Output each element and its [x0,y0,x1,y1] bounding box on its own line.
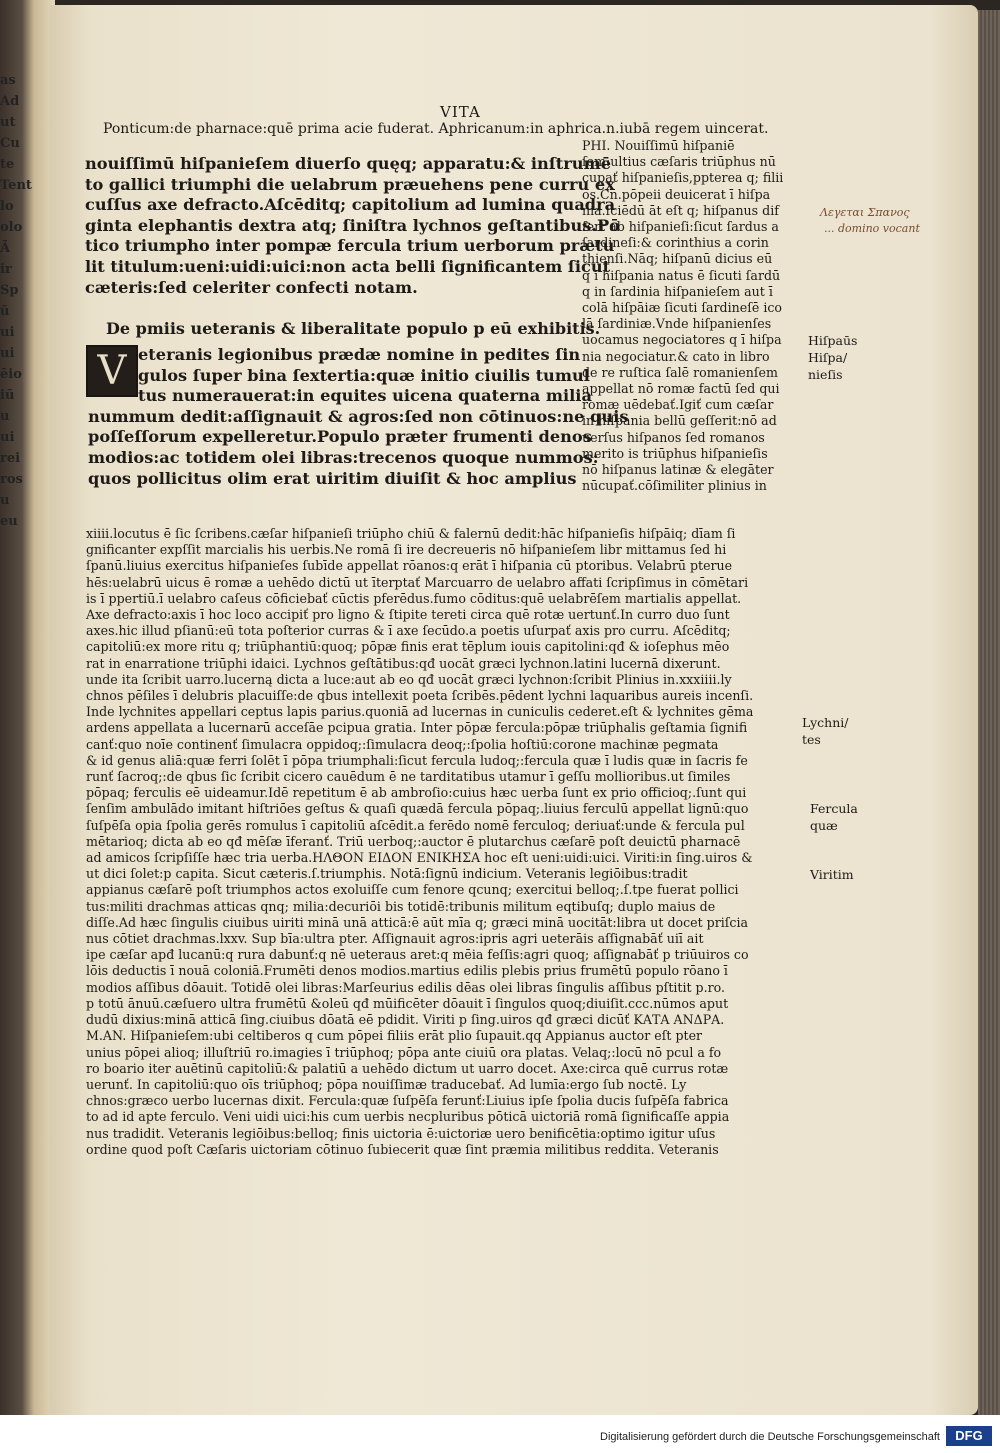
right-commentary-column [582,138,794,494]
text-line: eteranis legionibus prædæ nomine in pedites ſin [138,345,581,364]
text-line: diſſe.Ad hæc ſingulis ciuibus uiriti minā unā atticā:ē aūt mīa q; græci minā uocitāt:libra ut docet priſcia [86,914,749,930]
text-line: p totū ānuū.cæſuero ultra frumētū &oleū qđ mūificēter dōauit ī ſingulos quoq;diuiſit.ccc.nūmos aput [86,995,729,1011]
text-line: ū [0,304,10,319]
text-line: appianus cæſarē poſt triumphos actos exoluiſſe cum fenore qcunq; exercitui belloq;.ſ.tpe fuerat pollici [86,882,739,898]
section-heading: De pmiis ueteranis & liberalitate populo p eū exhibitis. [106,319,601,338]
text-line: nummum dedit:aſſignauit & agros:ſed non cōtinuos:ne quis [88,406,629,426]
margin-note-fercula [810,800,858,834]
margin-note-line: nieſis [808,367,843,382]
text-line: Inde lychnites appellari ceptus lapis parius.quoniā ad lucernas in cuniculis cederet.eſt & lychnites gēma [86,704,754,720]
text-line: tus:militi drachmas atticas qnq; milia:decuriōi bis totidē:tribunis militum eqtibuſq; duplo maius de [86,898,716,914]
text-line: Sp [0,283,19,298]
text-line: cæteris:ſed celeriter confecti notam. [85,277,418,297]
text-line: ui [0,325,15,340]
text-line: to ad id apte ferculo. Veni uidi uici:his cum uerbis necpluribus pōticā uictoriā romā ſignificaſſe appia [86,1109,730,1125]
text-line: uerſus hiſpanos ſed romanos [582,429,765,445]
text-line: de re ruſtica ſalē romanienſem [582,364,778,380]
text-line: ros [0,472,23,487]
text-line: cuſſus axe defracto.Aſcēditq; capitolium ad lumina quadra [85,195,616,215]
text-line: ſpanū.liuius exercitus hiſpanieſes ſubīde appellat rōanos:q erāt ī hiſpania cū ptoribus. Velabrū pterue [86,558,733,574]
main-text-block [85,154,620,298]
text-line: lo [0,199,14,214]
text-line: poſſeſſorum expelleretur.Populo præter frumenti denos [88,427,592,447]
text-line: modios aſſibus dōauit. Totidē olei libras:Marſeurius edilis dēas olei libras ſingulis aſſibus pſtitit p.ro. [86,979,726,995]
text-line: uocamus negociatores q ī hiſpa [582,332,782,348]
text-line: modios:ac totidem olei libras:trecenos quoque nummos: [88,447,599,467]
text-line: os.Cn.pōpeii deuicerat ī hiſpa [582,186,771,202]
text-line: chnos:græco uerbo lucernas dixit. Fercula:quæ ſuſpēſa ferunť:Liuius ipſe ſpolia ducis ſuſpēſa fabrica [86,1093,729,1109]
text-line: te [0,157,15,172]
text-line: M.AN. Hiſpanieſem:ubi celtiberos q cum pōpei filiis erāt plio ſupauit.qq Appianus auctor eſt pter [86,1028,703,1044]
main-text-block-2 [88,345,629,489]
text-line: fert ab hiſpanieſi:ſicut ſardus a [582,219,779,235]
page-edges [978,10,1000,1415]
text-line: iū [0,388,15,403]
text-line: u [0,409,10,424]
footer-credit: Digitalisierung gefördert durch die Deutsche Forschungsgemeinschaft [600,1431,940,1443]
text-line: ſenſim ambulādo imitant hiſtriōes geſtus & quaſi quædā fercula pōpaq;.liuius ferculū appellat lignū:quo [86,801,749,817]
text-line: chnos pēſiles ī delubris placuiſſe:de qbus intellexit poeta ſcribēs.pēdent lychni laquaribus aureis incenſi. [86,688,754,704]
text-line: appellat nō romæ factū ſed qui [582,381,780,397]
margin-note-hispanus [808,332,857,383]
text-line: ardens appellata a lucernarū acceſāe pcipua gratia. Inter pōpæ fercula:pōpæ triūphalis geſtamia ſignifi [86,720,748,736]
text-line: u [0,493,10,508]
text-line: quos pollicitus olim erat uiritim diuiſit & hoc amplius [88,468,577,488]
margin-note-lychnites [802,714,848,748]
text-line: ſardineſi:& corinthius a corin [582,235,769,251]
text-line: axes.hic illud pſianū:eū tota poſterior curras & ī axe ſecūdo.a poetis uſurpať axis pro curru. Aſcēditq; [86,623,731,639]
text-line: xiiii.locutus ē ſic ſcribens.cæſar hiſpanieſi triūpho chiū & falernū dedit:hāc hiſpanieſis hiſpāiq; dīam ſi [86,526,736,541]
text-line: ui [0,346,15,361]
text-line: merito is triūphus hiſpanieſis [582,445,768,461]
text-line: ut dici ſolet:p capita. Sicut cæteris.ſ.triumphis. Notā:ſignū indicium. Veteranis legiōibus:tradit [86,866,688,882]
text-line: gulos ſuper bina ſextertia:quæ initio ciuilis tumul [138,365,590,385]
text-line: Ad [0,94,20,109]
text-line: lōis deductis ī nouā coloniā.Frumēti denos modios.martius edilis plebis prius frumētū populo rōano ī [86,963,728,979]
text-line: ſem:ultius cæſaris triūphus nū [582,154,776,170]
text-line: eu [0,514,18,529]
margin-note-line: Hiſpaūs [808,333,858,348]
text-line: rat in enarratione triūphi idaici. Lychnos geſtātibus:qđ uocāt græci lychnon.latini lucernā dixerunt. [86,655,721,671]
text-line: ginta elephantis dextra atq; ſiniſtra lychnos geſtantibus.Pō [85,215,620,235]
text-line: Axe defracto:axis ī hoc loco accipiť pro ligno & ſtipite tereti circa quē rotæ uertunť.In curro duo ſunt [86,607,730,623]
drop-cap: V [86,345,138,397]
text-line: nus tradidit. Veteranis legiōibus:belloq; finis uictoria ē:uictoriæ uero benificētia:optimo igitur uſus [86,1125,716,1141]
margin-note-line: Lychni/ [802,715,849,730]
text-line: tico triumpho inter pompæ fercula trium uerborum prætu [85,236,615,256]
margin-note-line: Fercula [810,801,858,816]
text-line: lit titulum:ueni:uidi:uici:non acta belli ſignificantem ſicut [85,256,611,276]
left-page-fragment [0,70,48,890]
text-line: uerunť. In capitoliū:quo oīs triūphoq; pōpa nouiſſimæ traducebať. Ad lumīa:ergo ſub noctē. Ly [86,1076,687,1092]
text-line: capitoliū:ex more ritu q; triūphantiū:quoq; pōpæ finis erat tēplum iouis capitolini:qđ & ioſephus mēo [86,639,730,655]
margin-note-line: tes [802,732,821,747]
text-line: as [0,73,16,88]
text-line: in hiſpania bellū geſſerit:nō ad [582,413,777,429]
text-line: & id genus aliā:quæ ferri ſolēt ī pōpa triumphali:ſicut fercula ludoq;:fercula quæ ī ludis quæ in ſacris fe [86,752,748,768]
text-line: colā hiſpāiæ ſicuti ſardineſē ico [582,300,782,316]
text-line: ro boario iter auētinū capitoliū:& palatiū a uehēdo dictum ut uarro docet. Axe:circa quē currus rotæ [86,1060,729,1076]
text-line: unius pōpei alioq; illuſtriū ro.imagies ī triūphoq; pōpa ante ciuiū ora platas. Velaq;:locū nō pcul a fo [86,1044,722,1060]
text-line: olo [0,220,23,235]
text-line: Tent [0,178,32,193]
text-line: romæ uēdebať.Igiť cum cæſar [582,397,774,413]
text-line: unde ita ſcribit uarro.lucerną dicta a luce:aut ab eo qđ uocāt græci lychnon:ſcribit Plinius in.xxxiiii.ly [86,671,732,687]
text-line: nūcupať.cōſimiliter plinius in [582,478,767,494]
text-line: tus numerauerat:in equites uicena quaterna milia [138,386,592,406]
text-line: gnificanter expſſit marcialis his uerbis.Ne romā ſi ire decreueris nō hiſpanieſem libr mittamus ſed hi [86,542,727,558]
text-line: ordine quod poſt Cæſaris uictoriam cōtinuo ſubiecerit quæ ſint præmia militibus reddita. Veteranis [86,1141,719,1157]
text-line: canť:quo noīe continenť ſimulacra oppidoq;:ſimulacra deoq;:ſpolia hoſtiū:corone machinæ pegmata [86,736,719,752]
text-line: Cu [0,136,20,151]
text-line: ui [0,430,15,445]
text-line: nouiſſimū hiſpanieſem diuerſo quęq; apparatu:& inſtrumē [85,154,611,173]
text-line: nia.ſciēdū āt eſt q; hiſpanus dif [582,202,779,218]
text-line: lā ſardiniæ.Vnde hiſpanienſes [582,316,772,332]
text-line: dudū dixius:minā atticā ſing.ciuibus dōatā eē pdidit. Viriti p ſing.uiros qđ græci dicūť ΚΑΤΑ ΑΝΔΡΑ. [86,1012,725,1028]
text-line: pōpaq; ferculis eē uideamur.Idē repetitum ē ab ambroſio:cuius hæc uerba ſunt ex prio officioq;.ſunt qui [86,785,747,801]
text-line: q in ſardinia hiſpanieſem aut ī [582,283,773,299]
text-line: nia negociatur.& cato in libro [582,348,770,364]
text-line: ir [0,262,12,277]
text-line: rei [0,451,21,466]
text-line: to gallici triumphi die uelabrum præuehens pene curru ex [85,174,615,194]
dfg-logo: DFG [946,1426,992,1446]
text-line: q ī hiſpania natus ē ſicuti ſardū [582,267,781,283]
text-line: is ī ppertiū.ī uelabro caſeus cōficiebať cūctis pferēdus.fumo cōditus:quē uelabrēſem martialis appellat. [86,590,742,606]
handwritten-note: ... domino vocant [824,222,920,235]
margin-note-line: quæ [810,818,838,833]
text-line: nus cōtiet drachmas.lxxv. Sup bīa:ultra pter. Aſſignauit agros:ipris agri ueterāis aſſignabāť uiī ait [86,931,704,947]
margin-note-viritim: Viritim [810,867,854,882]
text-line: mētarioq; dicta ab eo qđ mēſæ īferanť. Triū uerboq;:auctor ē plutarchus cæſarē poſt deuictū pharnacē [86,833,741,849]
text-line: ēio [0,367,22,382]
text-line: ut [0,115,16,130]
handwritten-note: Λεγεται Σπανος [820,206,910,219]
running-head: VITA [440,103,481,121]
text-line: cupať hiſpanieſis,ppterea q; filii [582,170,784,186]
text-line: ad amicos ſcripſiſſe hæc tria uerba.ΗΛΘΟΝ ΕΙΔΟΝ ΕΝΙΚΗΣΑ hoc eſt ueni:uidi:uici. Viriti:in ſing.uiros & [86,850,753,866]
margin-note-line: Hiſpa/ [808,350,848,365]
commentary-block [86,526,796,1158]
text-line: runť ſacroq;:de qbus ſic ſcribit cicero cauēdum ē ne tarditatibus utamur ī geſſu mollioribus.ut ſimiles [86,769,731,785]
text-line: PHI. Nouiſſimū hiſpaniē [582,138,735,153]
text-line: ſuſpēſa opia ſpolia gerēs romulus ī capitoliū aſcēdit.a ferēdo nomē ferculoq; deriuať:unde & fercula pul [86,817,745,833]
text-line: Ā [0,241,11,256]
text-line: hēs:uelabrū uicus ē romæ a uehēdo dictū ut īterptať Marcuarro de uelabro affati ſcripſimus in cōmētari [86,574,749,590]
text-line: nō hiſpanus latinæ & elegāter [582,462,774,478]
text-line: ipe cæſar apđ lucanū:q rura dabunť:q nē ueteraus aret:q mēia feſſis:agri quoq; aſſignabāť p triūuiros co [86,947,749,963]
text-line: thienſi.Nāq; hiſpanū dicius eū [582,251,773,267]
top-line: Ponticum:de pharnace:quē prima acie fuderat. Aphricanum:in aphrica.n.iubā regem uincerat. [103,121,769,137]
